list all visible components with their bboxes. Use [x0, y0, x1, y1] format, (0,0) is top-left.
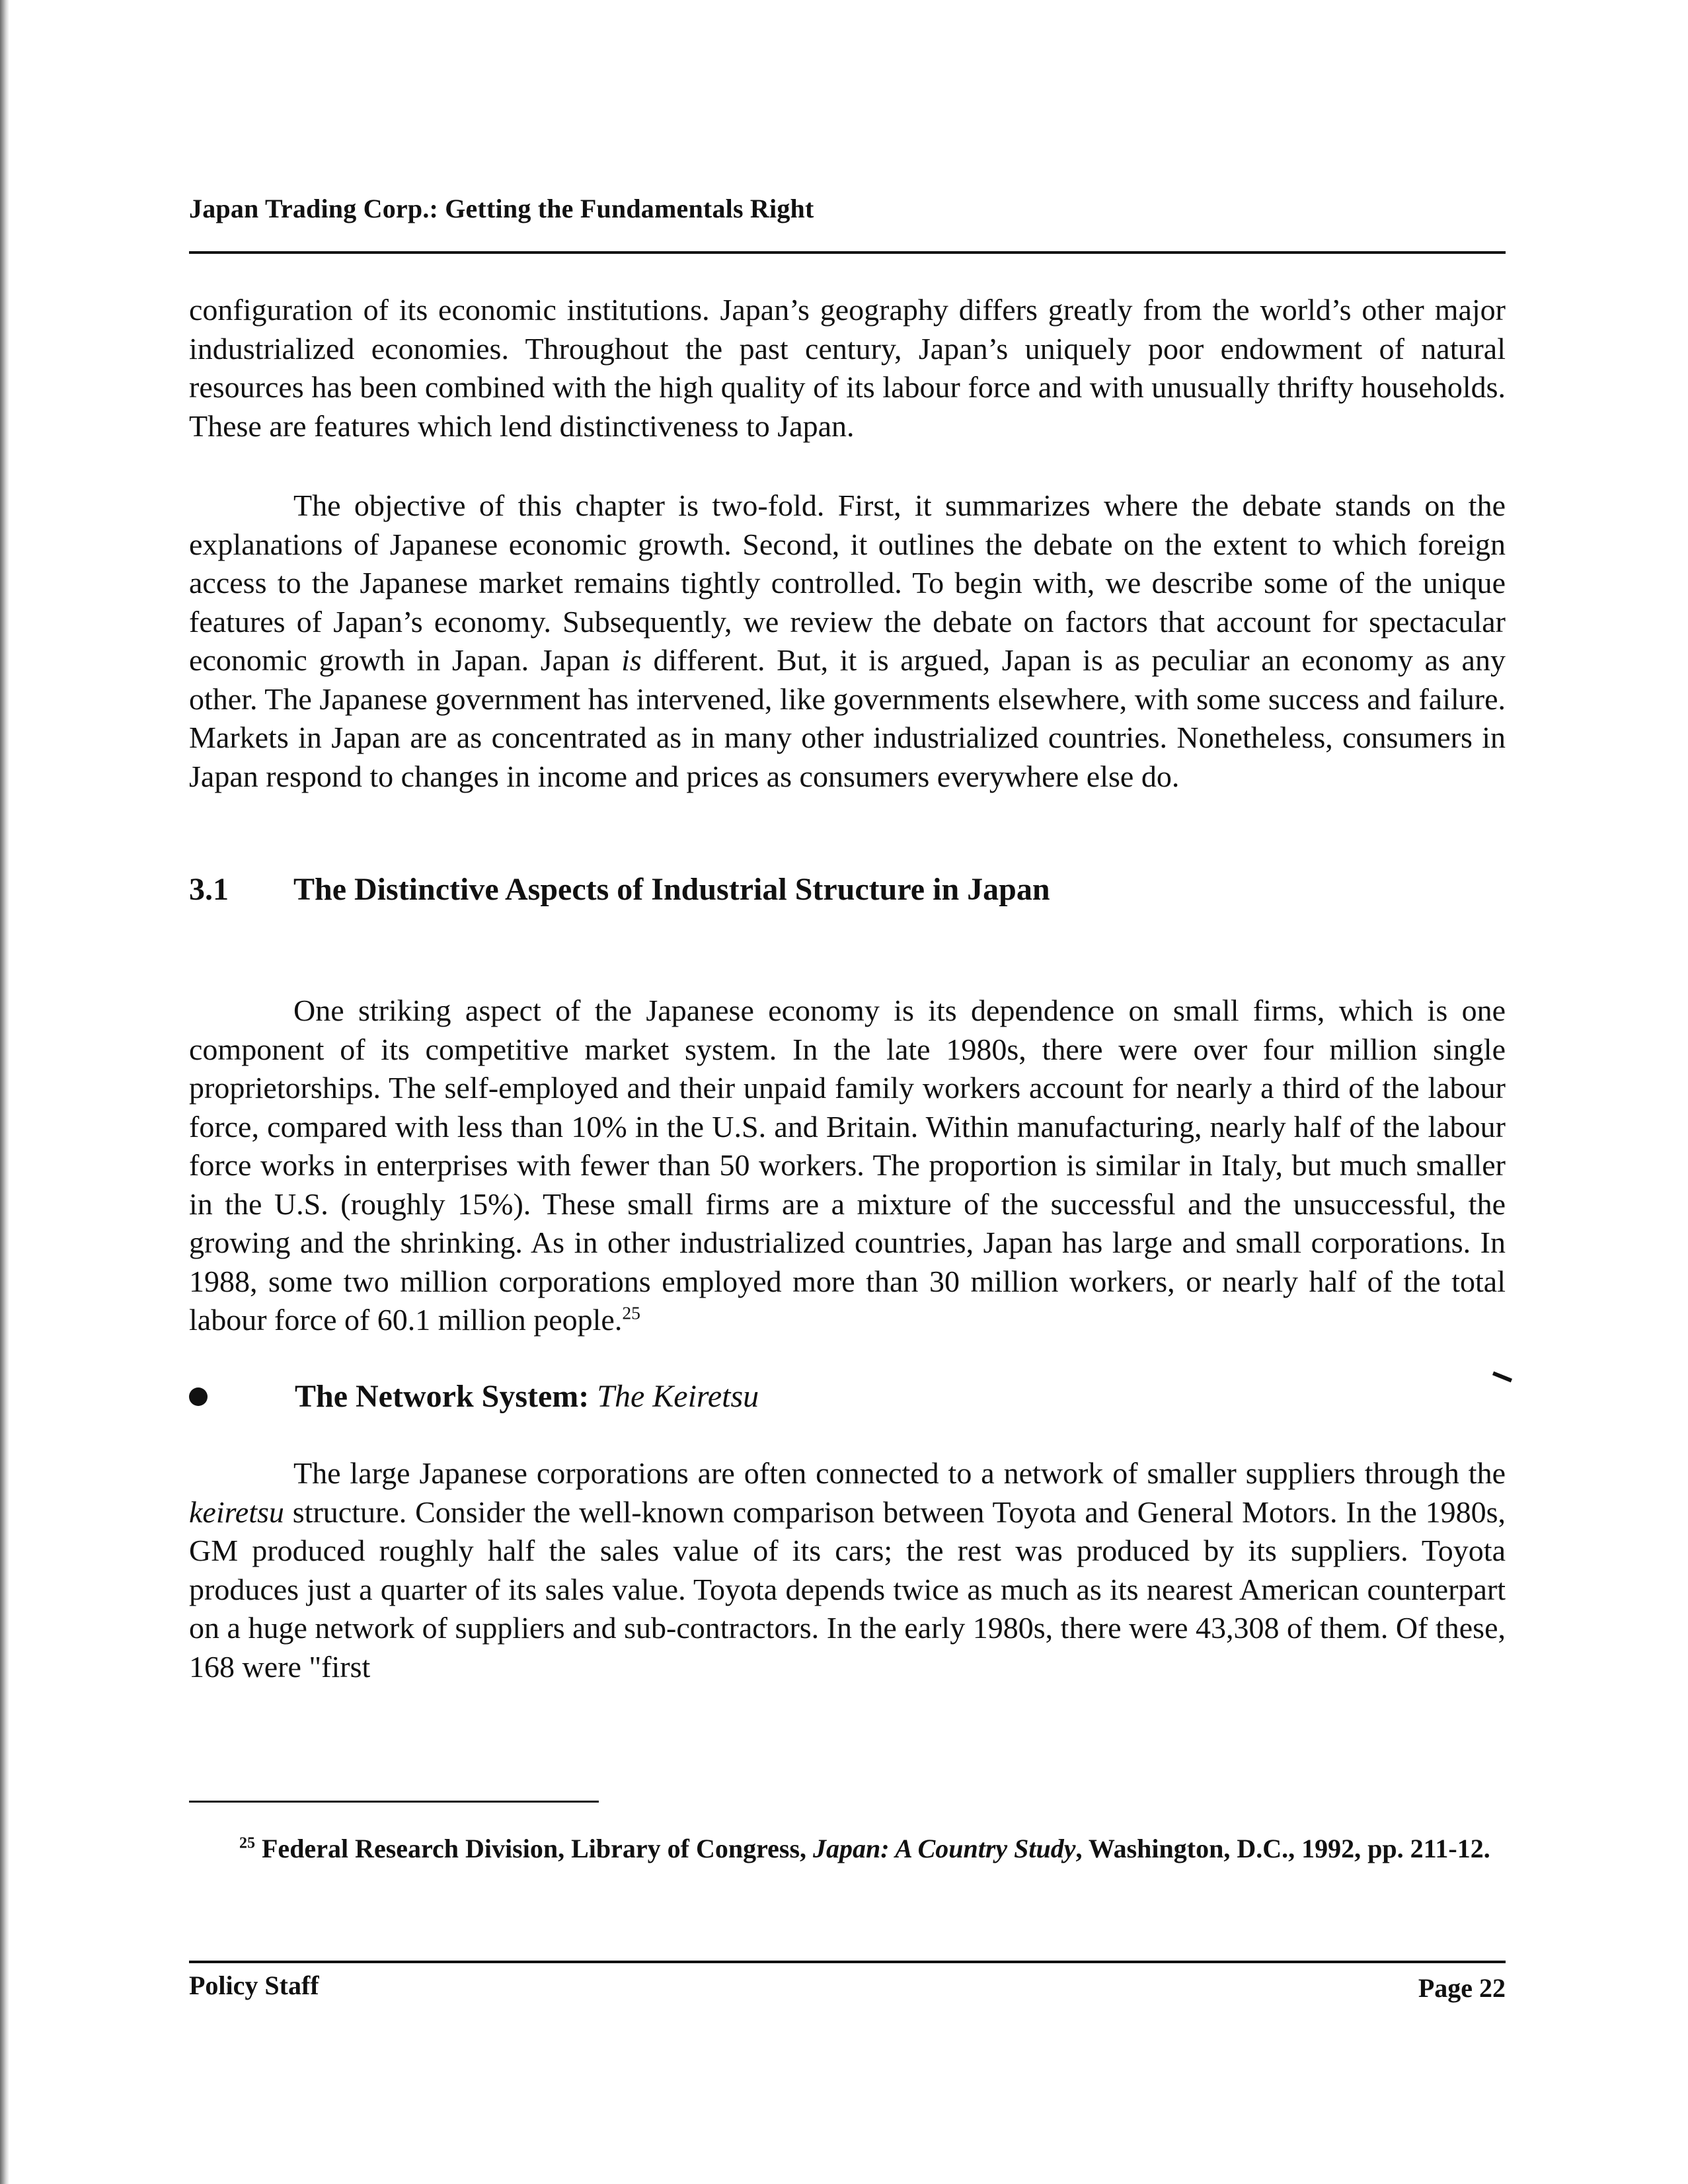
paragraph-4-text-b: structure. Consider the well-known comparison between Toyota and General Motors. In the 1980s, GM produced roughly half the sales value of its cars; the rest was produced by its suppliers. Toyota produces just a quarter of its sales value. Toyota depends twice as much as its nearest American counterpart on a huge network of suppliers and sub-contractors. In the early 1980s, there were 43,308 of them. Of these, 168 were "first	[189, 1495, 1506, 1684]
footer-rule	[189, 1961, 1506, 1963]
paragraph-4	[189, 1454, 1506, 1686]
paragraph-2	[189, 487, 1506, 796]
bullet-heading-emphasis: The Keiretsu	[597, 1379, 759, 1414]
paragraph-4-text-a: The large Japanese corporations are often connected to a network of smaller suppliers through the	[293, 1456, 1506, 1490]
scan-edge-shadow	[0, 0, 9, 2184]
footnote-book-title: Japan: A Country Study	[813, 1834, 1076, 1863]
bullet-dot-icon	[189, 1387, 208, 1406]
section-title: The Distinctive Aspects of Industrial Structure in Japan	[293, 872, 1050, 907]
section-number: 3.1	[189, 872, 229, 907]
footnote-text-a: Federal Research Division, Library of Congress,	[255, 1834, 814, 1863]
paragraph-2-text-a: The objective of this chapter is two-fold. First, it summarizes where the debate stands on the explanations of Japanese economic growth. Second, it outlines the debate on the extent to which foreign access to the Japanese market remains tightly controlled. To begin with, we describe some of the unique features of Japan’s economy. Subsequently, we review the debate on factors that account for spectacular economic growth in Japan. Japan	[189, 488, 1506, 677]
footer-left-label: Policy Staff	[189, 1970, 319, 2000]
section-heading	[189, 871, 1050, 908]
footnote	[189, 1831, 1506, 1867]
bullet-heading-text: The Network System:	[295, 1379, 597, 1414]
footnote-reference[interactable]: 25	[622, 1302, 640, 1323]
paragraph-2-text-b: different. But, it is argued, Japan is as peculiar an economy as any other. The Japanese government has intervened, like governments elsewhere, with some success and failure. Markets in Japan are as concentrated as in many other industrialized countries. Nonetheless, consumers in Japan respond to changes in income and prices as consumers everywhere else do.	[189, 643, 1506, 793]
footnote-text-b: , Washington, D.C., 1992, pp. 211-12.	[1075, 1834, 1490, 1863]
page-number: Page 22	[1418, 1973, 1506, 2003]
paragraph-2-emphasis: is	[621, 643, 642, 677]
header-rule	[189, 251, 1506, 254]
paragraph-3-text: One striking aspect of the Japanese economy is its dependence on small firms, which is one component of its competitive market system. In the late 1980s, there were over four million single proprietorships. The self-employed and their unpaid family workers account for nearly a third of the labour force, compared with less than 10% in the U.S. and Britain. Within manufacturing, nearly half of the labour force works in enterprises with fewer than 50 workers. The proportion is similar in Italy, but much smaller in the U.S. (roughly 15%). These small firms are a mixture of the successful and the unsuccessful, the growing and the shrinking. As in other industrialized countries, Japan has large and small corporations. In 1988, some two million corporations employed more than 30 million workers, or nearly half of the total labour force of 60.1 million people.	[189, 994, 1506, 1337]
paragraph-1: configuration of its economic institutions. Japan’s geography differs greatly from the world’s other major industrialized economies. Throughout the past century, Japan’s uniquely poor endowment of natural resources has been combined with the high quality of its labour force and with unusually thrifty households. These are features which lend distinctiveness to Japan.	[189, 293, 1506, 443]
paragraph-3	[189, 992, 1506, 1340]
stray-scan-mark	[1492, 1372, 1512, 1383]
paragraph-4-emphasis: keiretsu	[189, 1495, 284, 1529]
running-header-title: Japan Trading Corp.: Getting the Fundamentals Right	[189, 194, 814, 223]
bullet-heading	[189, 1378, 759, 1415]
footnote-number: 25	[239, 1834, 255, 1852]
footnote-rule	[189, 1801, 599, 1803]
